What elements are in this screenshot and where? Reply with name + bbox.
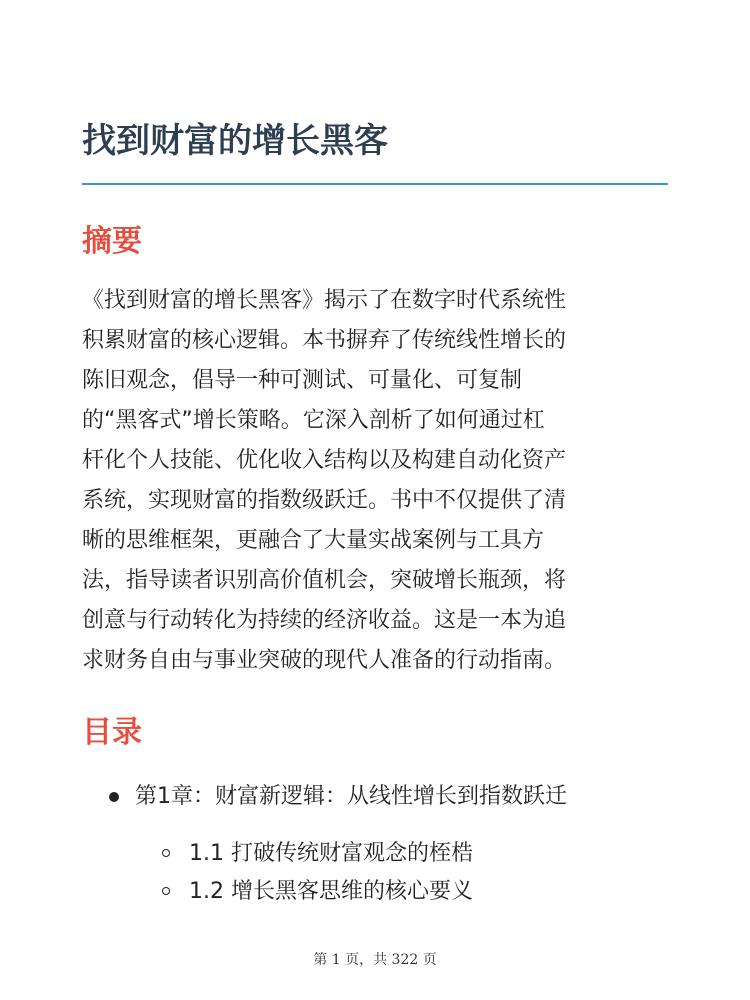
document-page [82,0,668,1000]
toc-section-list [82,835,668,911]
toc-heading: 目录 [82,715,142,750]
abstract-line: 晰的思维框架，更融合了大量实战案例与工具方 [82,528,545,553]
document-title: 找到财富的增长黑客 [82,121,388,161]
bullet-circle-icon [162,849,170,857]
abstract-line: 积累财富的核心逻辑。本书摒弃了传统线性增长的 [82,328,567,353]
title-divider [82,183,668,185]
bullet-disc-icon [109,792,119,802]
abstract-line: 杆化个人技能、优化收入结构以及构建自动化资产 [82,448,567,473]
toc-chapter-item[interactable] [82,775,668,904]
abstract-line: 求财务自由与事业突破的现代人准备的行动指南。 [82,648,567,673]
abstract-line: 陈旧观念，倡导一种可测试、可量化、可复制 [82,368,523,393]
bullet-circle-icon [162,887,170,895]
abstract-line: 创意与行动转化为持续的经济收益。这是一本为追 [82,608,567,633]
toc-chapter-label: 第1章：财富新逻辑：从线性增长到指数跃迁 [135,784,567,809]
abstract-line: 的“黑客式”增长策略。它深入剖析了如何通过杠 [82,408,545,433]
abstract-line: 法，指导读者识别高价值机会，突破增长瓶颈，将 [82,568,567,593]
abstract-paragraph [82,281,668,681]
toc-section-label: 1.1 打破传统财富观念的桎梏 [189,841,473,866]
table-of-contents [82,775,668,904]
toc-section-item[interactable] [82,835,668,873]
toc-section-label: 1.2 增长黑客思维的核心要义 [189,879,473,904]
toc-section-item[interactable] [82,873,668,911]
abstract-line: 《找到财富的增长黑客》揭示了在数字时代系统性 [82,288,567,313]
abstract-heading: 摘要 [82,224,142,259]
abstract-line: 系统，实现财富的指数级跃迁。书中不仅提供了清 [82,488,567,513]
page-footer: 第 1 页，共 322 页 [313,952,437,968]
